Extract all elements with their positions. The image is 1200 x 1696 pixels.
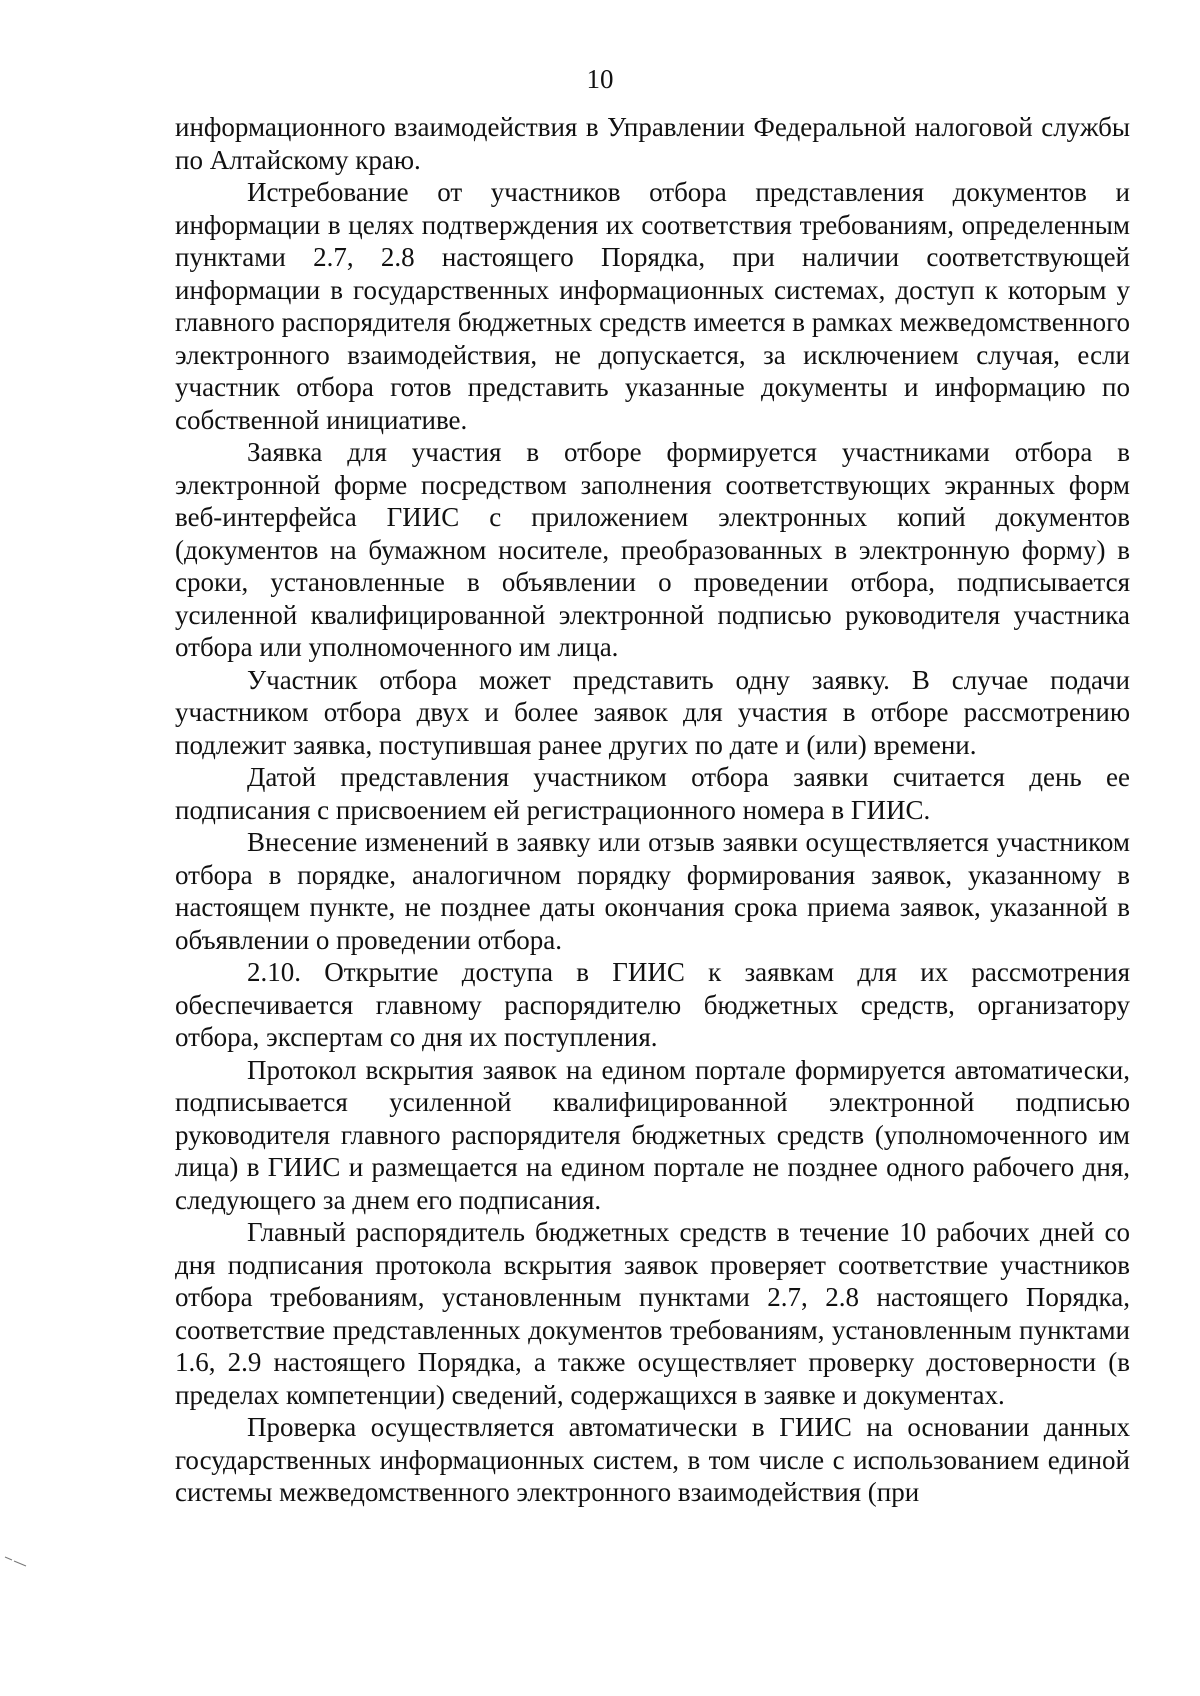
scan-artifact-mark	[4, 1555, 28, 1567]
page-number: 10	[586, 64, 614, 94]
paragraph-single-application: Участник отбора может представить одну заявку. В случае подачи участником отбора двух и более заявок для участия в отборе рассмотрению подлежит заявка, поступившая ранее других по дате и (или) времени.	[175, 664, 1130, 760]
document-body	[175, 111, 1130, 1509]
paragraph-access-opening: 2.10. Открытие доступа в ГИИС к заявкам для их рассмотрения обеспечивается главному распорядителю бюджетных средств, организатору отбора, экспертам со дня их поступления.	[175, 957, 1130, 1052]
paragraph-automatic-check: Проверка осуществляется автоматически в ГИИС на основании данных государственных информационных систем, в том числе с использованием единой системы межведомственного электронного взаимодействия (при	[175, 1412, 1130, 1507]
paragraph-compliance-check: Главный распорядитель бюджетных средств в течение 10 рабочих дней со дня подписания протокола вскрытия заявок проверяет соответствие участников отбора требованиям, установленным пунктами 2.7, 2.8 настоящего Порядка, соответствие представленных документов требованиям, установленным пунктами 1.6, 2.9 настоящего Порядка, а также осуществляет проверку достоверности (в пределах компетенции) сведений, содержащихся в заявке и документах.	[175, 1217, 1130, 1410]
paragraph-continuation: информационного взаимодействия в Управлении Федеральной налоговой службы по Алтайскому краю.	[175, 112, 1130, 175]
paragraph-application-form: Заявка для участия в отборе формируется участниками отбора в электронной форме посредством заполнения соответствующих экранных форм веб-интерфейса ГИИС с приложением электронных копий документов (документов на бумажном носителе, преобразованных в электронную форму) в сроки, установленные в объявлении о проведении отбора, подписывается усиленной квалифицированной электронной подписью руководителя участника отбора или уполномоченного им лица.	[175, 437, 1130, 662]
paragraph-opening-protocol: Протокол вскрытия заявок на едином портале формируется автоматически, подписывается усиленной квалифицированной электронной подписью руководителя главного распорядителя бюджетных средств (уполномоченного им лица) в ГИИС и размещается на едином портале не позднее одного рабочего дня, следующего за днем его подписания.	[175, 1054, 1130, 1215]
paragraph-submission-date: Датой представления участником отбора заявки считается день ее подписания с присвоением ей регистрационного номера в ГИИС.	[175, 762, 1130, 825]
paragraph-document-request: Истребование от участников отбора представления документов и информации в целях подтверждения их соответствия требованиям, определенным пунктами 2.7, 2.8 настоящего Порядка, при наличии соответствующей информации в государственных информационных системах, доступ к которым у главного распорядителя бюджетных средств имеется в рамках межведомственного электронного взаимодействия, не допускается, за исключением случая, если участник отбора готов представить указанные документы и информацию по собственной инициативе.	[175, 177, 1130, 435]
paragraph-changes-withdrawal: Внесение изменений в заявку или отзыв заявки осуществляется участником отбора в порядке, аналогичном порядку формирования заявок, указанному в настоящем пункте, не позднее даты окончания срока приема заявок, указанной в объявлении о проведении отбора.	[175, 827, 1130, 955]
